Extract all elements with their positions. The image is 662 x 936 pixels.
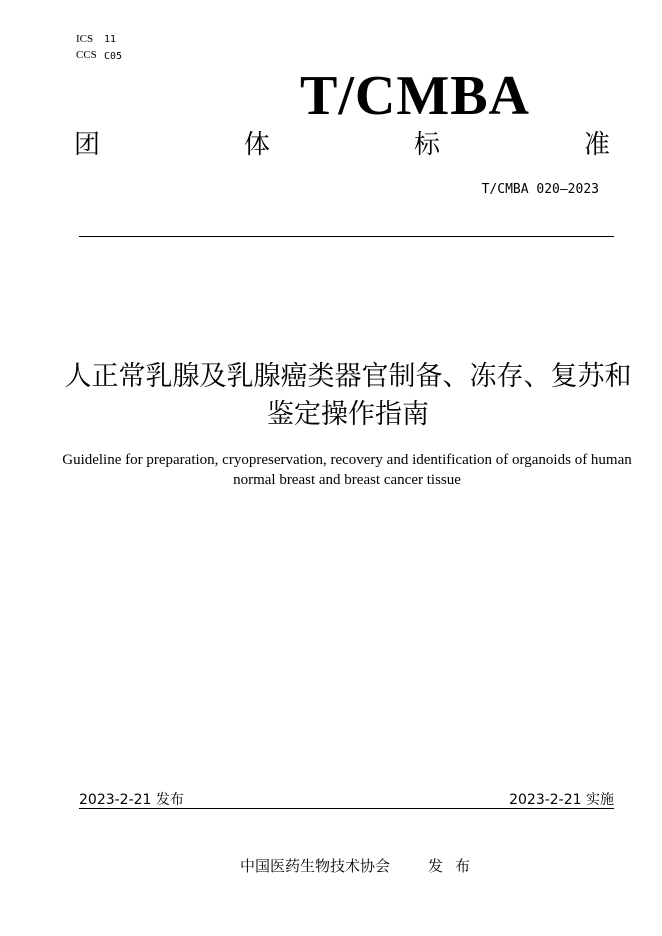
standard-type-char: 标 bbox=[413, 130, 440, 160]
ccs-value: C05 bbox=[104, 51, 123, 62]
organization-logo-text: T/CMBA bbox=[300, 65, 530, 127]
standard-type-char: 体 bbox=[243, 130, 270, 160]
issue-date: 2023-2-21 发布 bbox=[79, 792, 184, 808]
bottom-divider bbox=[79, 808, 614, 809]
standard-type-char: 团 bbox=[74, 130, 101, 160]
ccs-label: CCS bbox=[76, 49, 97, 61]
chinese-title: 人正常乳腺及乳腺癌类器官制备、冻存、复苏和鉴定操作指南 bbox=[64, 361, 632, 430]
ics-value: 11 bbox=[104, 34, 117, 45]
standard-type-heading bbox=[74, 128, 610, 162]
publish-action-label: 发布 bbox=[428, 857, 483, 875]
english-title: Guideline for preparation, cryopreservation, recovery and identification of organoids of human normal breast and breast cancer tissue bbox=[62, 452, 632, 488]
standard-number: T/CMBA 020—2023 bbox=[481, 182, 599, 197]
ics-label: ICS bbox=[76, 33, 94, 45]
top-divider bbox=[79, 236, 614, 237]
implementation-date: 2023-2-21 实施 bbox=[509, 792, 614, 808]
standard-type-char: 准 bbox=[583, 130, 610, 160]
publisher-name: 中国医药生物技术协会 bbox=[240, 857, 391, 875]
